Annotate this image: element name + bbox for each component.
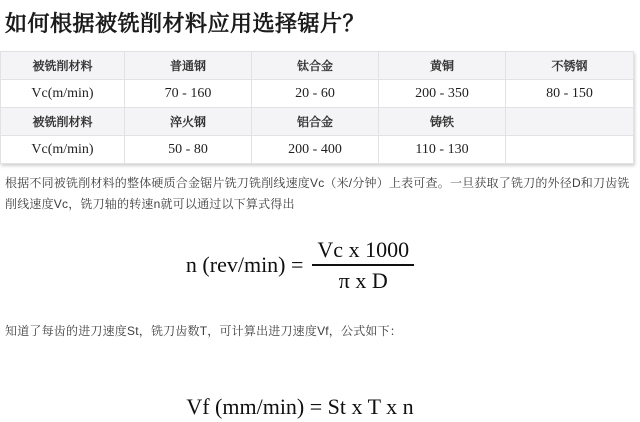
header-cell — [506, 108, 634, 136]
value-cell: 110 - 130 — [379, 136, 506, 164]
page-title: 如何根据被铣削材料应用选择锯片？ — [5, 11, 366, 36]
table-row — [1, 136, 634, 164]
table-row — [1, 80, 634, 108]
paragraph-cutting-speed-intro: 根据不同被铣削材料的整体硬质合金锯片铣刀铣削线速度Vc（米/分钟）上表可查。一旦获取了铣刀的外径D和刀齿铣削线速度Vc，铣刀轴的转速n就可以通过以下算式得出 — [5, 176, 630, 211]
header-cell: 普通钢 — [125, 52, 252, 80]
header-cell: 被铣削材料 — [1, 52, 125, 80]
header-cell: 铸铁 — [379, 108, 506, 136]
table-row — [1, 108, 634, 136]
header-cell: 淬火钢 — [125, 108, 252, 136]
value-cell — [506, 136, 634, 164]
value-cell: 50 - 80 — [125, 136, 252, 164]
value-cell: 200 - 350 — [379, 80, 506, 108]
value-cell: Vc(m/min) — [1, 136, 125, 164]
value-cell: 70 - 160 — [125, 80, 252, 108]
value-cell: 200 - 400 — [252, 136, 379, 164]
formula-lhs: n (rev/min) = — [185, 252, 304, 277]
formula-spindle-speed — [0, 236, 600, 294]
value-cell: Vc(m/min) — [1, 80, 125, 108]
formula-expression: Vf (mm/min) = St x T x n — [186, 394, 414, 419]
formula-feed-rate — [0, 391, 600, 422]
paragraph-feed-rate-intro: 知道了每齿的进刀速度St，铣刀齿数T，可计算出进刀速度Vf，公式如下： — [5, 324, 403, 338]
header-cell: 钛合金 — [252, 52, 379, 80]
table-row — [1, 52, 634, 80]
header-cell: 不锈钢 — [506, 52, 634, 80]
formula-numerator: Vc x 1000 — [312, 237, 414, 266]
header-cell: 铝合金 — [252, 108, 379, 136]
formula-denominator: π x D — [338, 268, 388, 293]
value-cell: 80 - 150 — [506, 80, 634, 108]
cutting-speed-table — [0, 51, 634, 164]
header-cell: 黄铜 — [379, 52, 506, 80]
header-cell: 被铣削材料 — [1, 108, 125, 136]
value-cell: 20 - 60 — [252, 80, 379, 108]
formula-fraction — [312, 237, 414, 293]
